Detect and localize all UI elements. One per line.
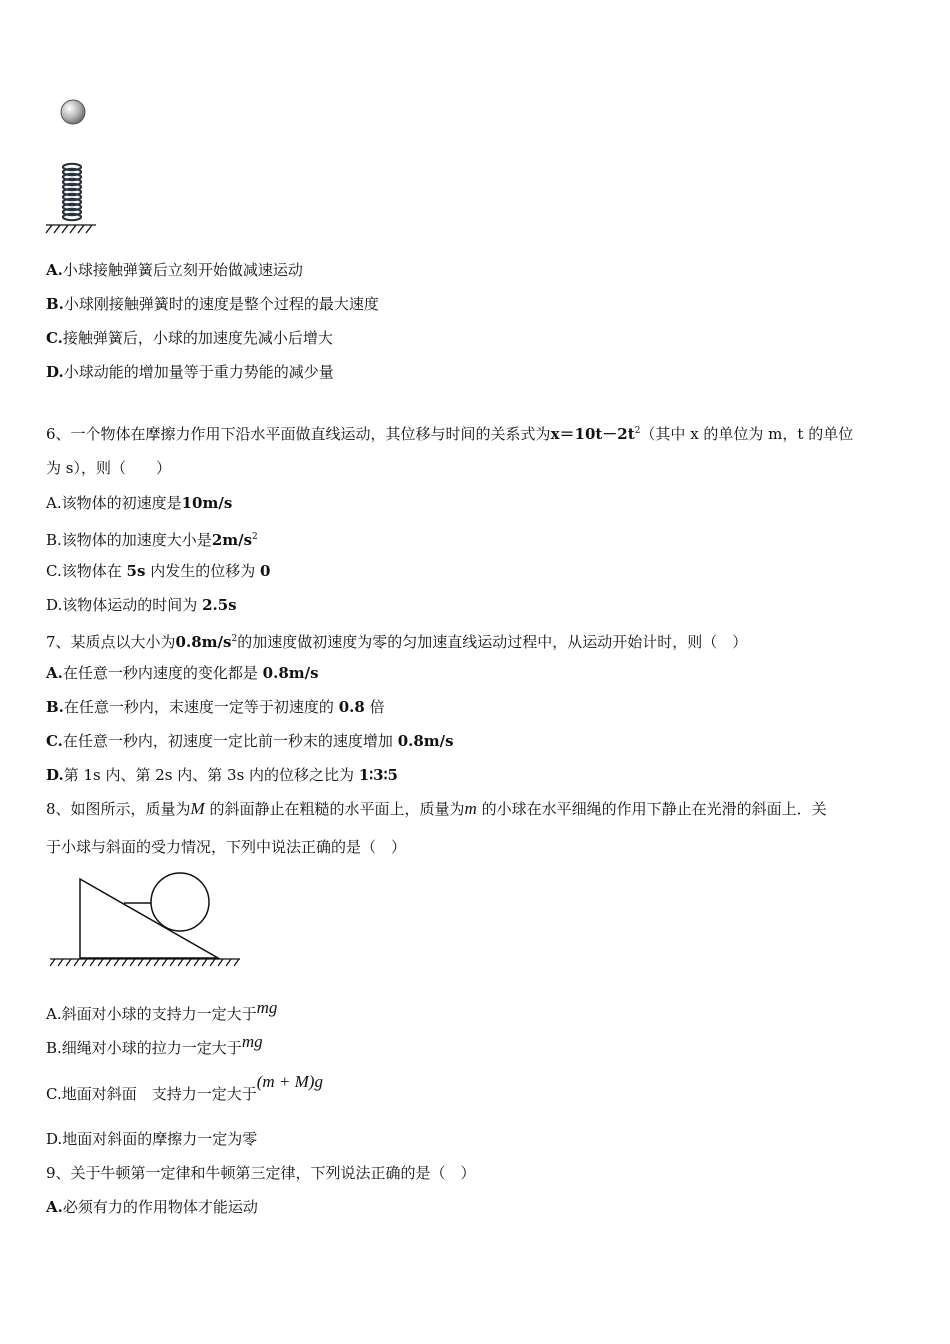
q7-option-a [46,662,319,684]
q8-mass-M: M [190,799,205,818]
q5-option-d [46,361,334,383]
q5-option-a [46,259,303,281]
option-letter: D. [46,363,64,381]
option-text: 该物体在 [61,562,122,580]
q5-option-c [46,327,333,349]
q6-stem-text: 6、一个物体在摩擦力作用下沿水平面做直线运动，其位移与时间的关系式为 [46,425,551,443]
option-value2: 0 [259,562,271,580]
option-text: 在任意一秒内，末速度一定等于初速度的 [63,698,334,716]
spring-icon [63,164,81,220]
ground-hatch-icon [46,225,96,233]
option-letter: D. [46,596,63,614]
option-letter: B. [46,1039,62,1057]
option-value: 2m/s [211,531,253,549]
option-text2: 倍 [369,698,385,716]
q6-option-c [46,560,270,582]
q7-stem [46,628,747,653]
q8-stem-line2 [46,836,406,858]
q7-stem-sup: 2 [231,634,238,644]
ball-icon [61,100,85,124]
option-letter: A. [46,664,63,682]
option-letter: B. [46,295,64,313]
option-text: 细绳对小球的拉力一定大于 [61,1039,242,1057]
option-letter: D. [46,1130,63,1148]
q7-option-d [46,764,398,786]
option-text: 小球动能的增加量等于重力势能的减少量 [63,363,334,381]
option-value: 2.5s [202,596,237,614]
option-text: 第 1s 内、第 2s 内、第 3s 内的位移之比为 [63,766,355,784]
q7-stem-pre: 7、某质点以大小为 [46,633,176,651]
option-letter: D. [46,766,64,784]
option-value: 5s [126,562,146,580]
option-text2: 内发生的位移为 [150,562,256,580]
q8-stem-text2: 于小球与斜面的受力情况，下列中说法正确的是（ ） [46,838,407,856]
option-letter: B. [46,698,64,716]
q8-option-c [46,1072,323,1105]
q6-option-d [46,594,237,616]
option-value: 0.8m/s [397,732,454,750]
q8-stem-a: 8、如图所示，质量为 [46,800,191,818]
option-value: 0.8m/s [262,664,319,682]
option-text: 小球接触弹簧后立刻开始做减速运动 [62,261,303,279]
option-text: 地面对斜面的摩擦力一定为零 [62,1130,258,1148]
option-math: mg [241,1032,263,1051]
option-letter: C. [46,1085,62,1103]
q6-stem-text2: 为 s），则（ ） [46,459,171,477]
q6-stem-line1 [46,420,853,445]
q7-stem-value: 0.8m/s [175,633,232,651]
option-value: 1∶3∶5 [358,766,398,784]
ball-icon [151,873,209,931]
q7-option-c [46,730,454,752]
ground-hatch-icon [50,959,240,966]
option-letter: B. [46,531,62,549]
q8-stem-b: 的斜面静止在粗糙的水平面上，质量为 [209,800,465,818]
option-text: 小球刚接触弹簧时的速度是整个过程的最大速度 [63,295,379,313]
q7-option-b [46,696,385,718]
option-text: 斜面对小球的支持力一定大于 [61,1005,257,1023]
option-letter: C. [46,329,63,347]
q6-formula: x＝10t－2t [550,425,635,443]
option-letter: C. [46,562,62,580]
option-text: 接触弹簧后，小球的加速度先减小后增大 [62,329,333,347]
q7-stem-post: 的加速度做初速度为零的匀加速直线运动过程中，从运动开始计时，则（ ） [237,633,748,651]
option-text: 该物体的初速度是 [61,494,182,512]
option-letter: C. [46,732,63,750]
option-letter: A. [46,494,62,512]
option-math: mg [256,998,278,1017]
q6-stem-tail: （其中 x 的单位为 m，t 的单位 [640,425,854,443]
option-text: 该物体的加速度大小是 [61,531,212,549]
q5-option-b [46,293,379,315]
q6-option-b [46,526,258,551]
option-value: 0.8 [338,698,365,716]
q9-stem-text: 9、关于牛顿第一定律和牛顿第三定律，下列说法正确的是（ ） [46,1164,476,1182]
q9-stem [46,1162,476,1184]
incline-figure [46,870,246,970]
q8-stem-line1 [46,798,827,820]
q8-option-a [46,998,278,1025]
q6-stem-line2 [46,457,171,479]
option-letter: A. [46,1005,62,1023]
q9-option-a [46,1196,258,1218]
q6-option-a [46,492,232,514]
option-letter: A. [46,1198,63,1216]
q8-stem-c: 的小球在水平细绳的作用下静止在光滑的斜面上．关 [481,800,827,818]
option-text: 在任意一秒内速度的变化都是 [62,664,258,682]
q8-option-b [46,1032,263,1059]
option-letter: A. [46,261,63,279]
q6-formula-sup: 2 [634,426,641,436]
option-math: (m + M)g [256,1072,323,1091]
option-value: 10m/s [181,494,233,512]
option-text: 该物体运动的时间为 [62,596,198,614]
q8-mass-m: m [464,799,477,818]
option-text: 在任意一秒内，初速度一定比前一秒末的速度增加 [62,732,393,750]
option-value-sup: 2 [252,532,258,542]
q8-option-d [46,1128,257,1150]
option-text: 必须有力的作用物体才能运动 [62,1198,258,1216]
ball-spring-figure [40,95,110,240]
option-text: 地面对斜面 支持力一定大于 [61,1085,257,1103]
